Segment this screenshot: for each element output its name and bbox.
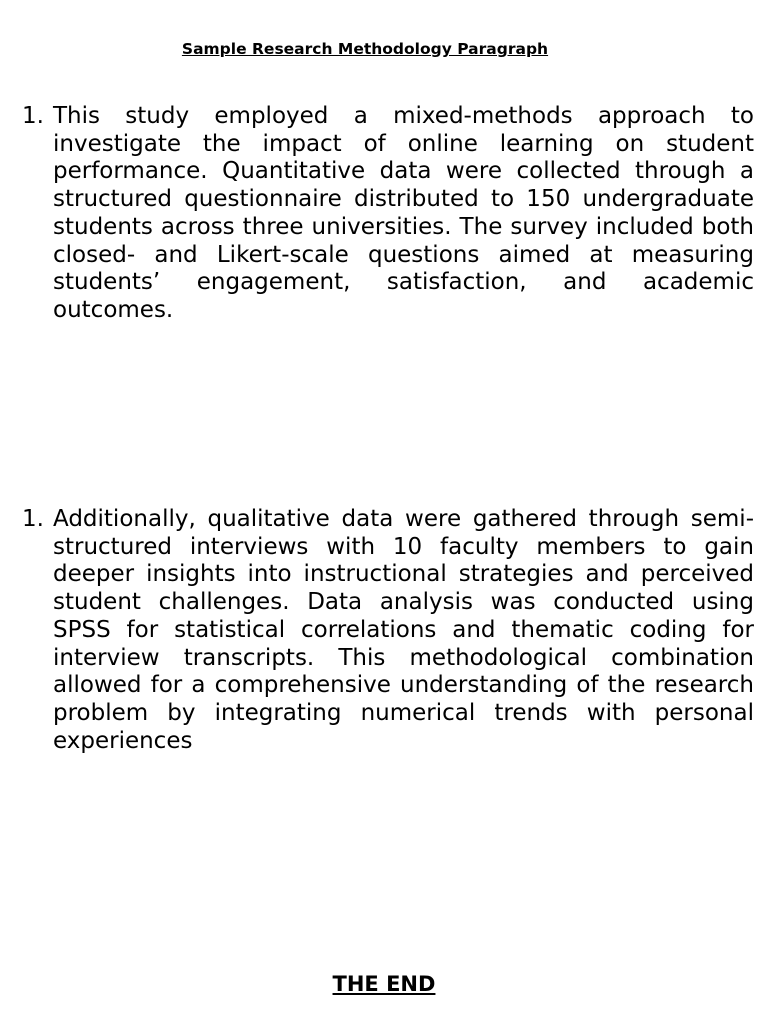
- list-item-number: 1.: [22, 103, 44, 129]
- end-heading: THE END: [332, 972, 436, 996]
- list-item: [22, 506, 754, 755]
- paragraph-text: Additionally, qualitative data were gathered through semi-structured interviews with 10 faculty members to gain deeper insights into instructional strategies and perceived student challenges. Data analysis was conducted using SPSS for statistical correlations and thematic coding for interview transcripts. This methodological combination allowed for a comprehensive understanding of the research problem by integrating numerical trends with personal experiences: [53, 506, 754, 754]
- list-item: [22, 103, 754, 325]
- document-title: Sample Research Methodology Paragraph: [181, 40, 549, 58]
- list-item-number: 1.: [22, 506, 44, 532]
- paragraph-text: This study employed a mixed-methods approach to investigate the impact of online learning on student performance. Quantitative data were collected through a structured questionnaire distributed to 150 undergraduate students across three universities. The survey included both closed- and Likert-scale questions aimed at measuring students’ engagement, satisfaction, and academic outcomes.: [53, 103, 754, 323]
